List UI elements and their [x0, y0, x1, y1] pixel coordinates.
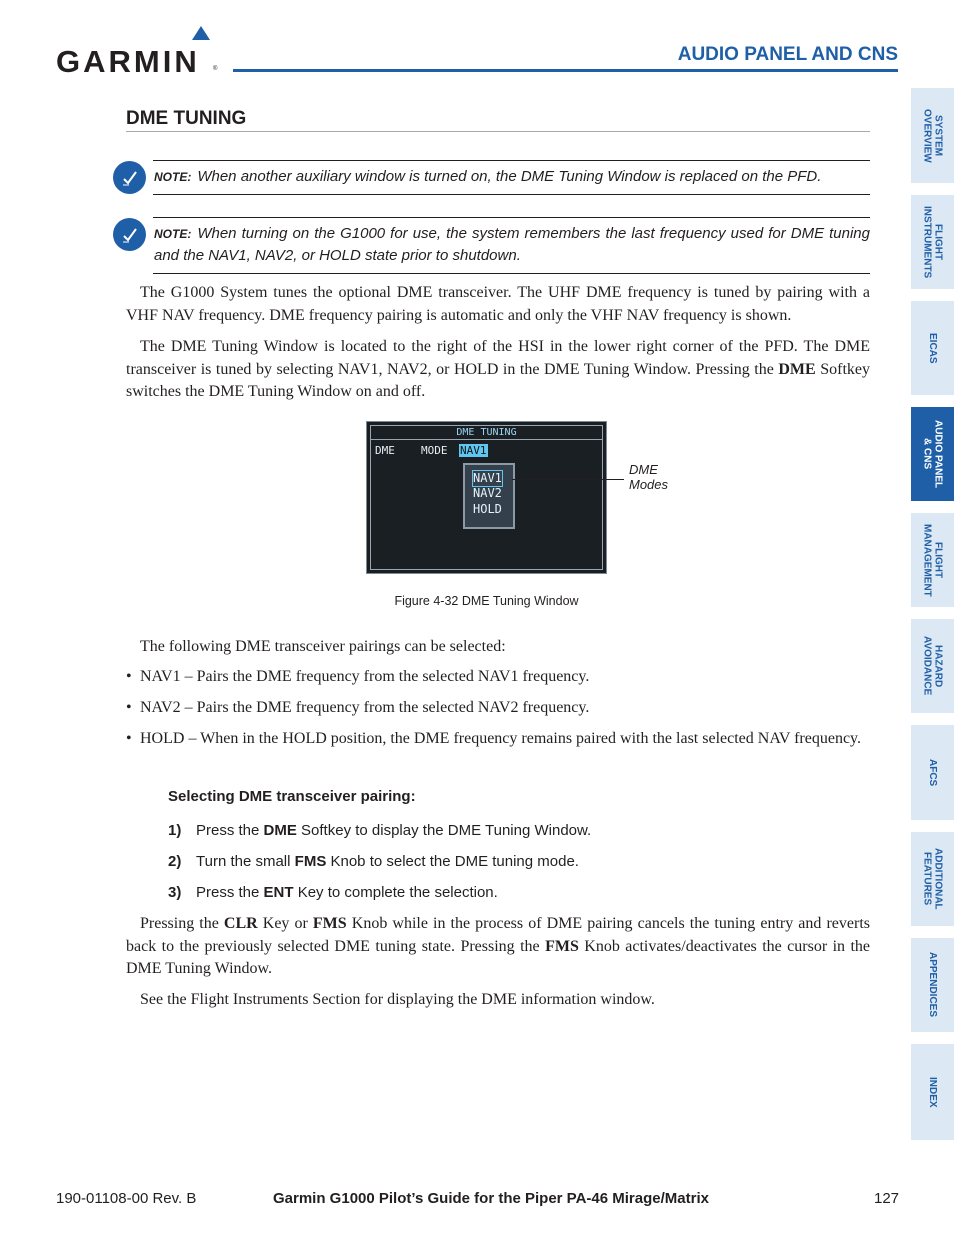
- step-text: [196, 884, 498, 901]
- note-rule-top: [153, 160, 870, 161]
- menu-item: NAV1: [473, 471, 502, 485]
- note-label: NOTE:: [154, 227, 192, 241]
- step-number: 1): [168, 822, 182, 839]
- paragraph-text: Pressing the: [140, 915, 224, 932]
- paragraph-text: Softkey switches the DME Tuning Window on and off.: [126, 360, 870, 400]
- paragraph: [126, 336, 870, 404]
- step-text: [196, 853, 579, 870]
- step-text-b: Key to complete the selection.: [293, 884, 498, 901]
- paragraph: The G1000 System tunes the optional DME transceiver. The UHF DME frequency is tuned by pairing with a VHF NAV frequency. DME frequency pairing is automatic and only the VHF NAV frequency is shown.: [126, 284, 870, 324]
- bullet-dot: •: [126, 730, 132, 747]
- note: [154, 166, 870, 188]
- callout-line-2: Modes: [629, 477, 669, 492]
- step-text-a: Press the: [196, 822, 264, 839]
- note-text: When turning on the G1000 for use, the system remembers the last frequency used for DME tuning and the NAV1, NAV2, or HOLD state prior to shutdown.: [154, 225, 870, 264]
- menu-item: NAV2: [473, 486, 502, 500]
- header-rule: [233, 69, 898, 72]
- window-frame: [370, 425, 603, 570]
- dme-tuning-window-figure: [366, 421, 607, 574]
- registered-mark: ®: [213, 66, 218, 72]
- paragraph: The following DME transceiver pairings can be selected:: [140, 638, 506, 655]
- callout-line: [512, 479, 624, 480]
- side-tab-label: FLIGHT INSTRUMENTS: [921, 205, 944, 279]
- checkmark-icon: [113, 218, 146, 251]
- side-tab-label: SYSTEM OVERVIEW: [921, 108, 944, 163]
- mode-menu: [463, 463, 515, 529]
- note-label: NOTE:: [154, 170, 192, 184]
- mode-value: NAV1: [460, 444, 487, 457]
- menu-item: HOLD: [473, 502, 502, 516]
- procedure-title: Selecting DME transceiver pairing:: [168, 788, 416, 805]
- paragraph: [126, 913, 870, 981]
- note: [154, 223, 870, 267]
- side-tab-hazard-avoidance[interactable]: [911, 619, 954, 713]
- garmin-triangle-icon: [192, 26, 210, 40]
- step-text-b: Knob to select the DME tuning mode.: [326, 853, 579, 870]
- side-tab-appendices[interactable]: [911, 938, 954, 1032]
- note-rule-top: [153, 217, 870, 218]
- figure-caption: Figure 4-32 DME Tuning Window: [394, 594, 579, 608]
- key-name: FMS: [294, 853, 327, 870]
- side-tab-afcs[interactable]: [911, 725, 954, 820]
- field-label: DME: [375, 444, 395, 457]
- section-title: AUDIO PANEL AND CNS: [677, 44, 898, 65]
- step-number: 3): [168, 884, 182, 901]
- side-tab-flight-instruments[interactable]: [911, 195, 954, 289]
- mode-label: MODE: [421, 444, 448, 457]
- bullet-dot: •: [126, 668, 132, 685]
- step-text-a: Turn the small: [196, 853, 295, 870]
- paragraph-text: Key or: [257, 915, 313, 932]
- side-tab-label: APPENDICES: [927, 952, 938, 1018]
- side-tab-flight-management[interactable]: [911, 513, 954, 607]
- heading-rule: [126, 131, 870, 132]
- callout-line-1: DME: [629, 462, 658, 477]
- side-tab-label: INDEX: [927, 1076, 938, 1108]
- garmin-logo: [56, 26, 218, 79]
- side-tab-label: EICAS: [927, 332, 938, 364]
- side-tab-label: AUDIO PANEL & CNS: [921, 419, 944, 489]
- list-item-text: NAV1 – Pairs the DME frequency from the selected NAV1 frequency.: [140, 668, 590, 685]
- side-tab-label: ADDITIONAL FEATURES: [921, 848, 944, 910]
- side-tab-label: HAZARD AVOIDANCE: [921, 636, 944, 696]
- page-number: 127: [874, 1190, 900, 1207]
- paragraph: See the Flight Instruments Section for displaying the DME information window.: [140, 991, 655, 1008]
- paragraph-text: Knob while in the process of DME pairing cancels the tuning entry and reverts back to the previously selected DME tuning state. Pressing the: [126, 915, 870, 955]
- footer-title: Garmin G1000 Pilot’s Guide for the Piper PA-46 Mirage/Matrix: [273, 1190, 709, 1207]
- side-tab-label: FLIGHT MANAGEMENT: [921, 523, 944, 597]
- page-heading: DME TUNING: [126, 108, 247, 129]
- side-tab-index[interactable]: [911, 1044, 954, 1140]
- key-name: DME: [778, 360, 816, 378]
- key-name: FMS: [545, 937, 579, 955]
- paragraph-text: The DME Tuning Window is located to the right of the HSI in the lower right corner of the PFD. The DME transceiver is tuned by selecting NAV1, NAV2, or HOLD in the DME Tuning Window. Pressing the: [126, 338, 870, 378]
- list-item-text: HOLD – When in the HOLD position, the DME frequency remains paired with the last selected NAV frequency.: [140, 730, 861, 747]
- key-name: CLR: [223, 915, 258, 932]
- note-rule-bottom: [153, 194, 870, 195]
- paragraph-text: Knob activates/deactivates the cursor in the DME Tuning Window.: [126, 937, 871, 977]
- checkmark-icon: [113, 161, 146, 194]
- note-text: When another auxiliary window is turned on, the DME Tuning Window is replaced on the PFD.: [197, 168, 822, 185]
- callout-label: [629, 462, 668, 492]
- side-tab-additional-features[interactable]: [911, 832, 954, 926]
- side-tab-eicas[interactable]: [911, 301, 954, 395]
- bullet-dot: •: [126, 699, 132, 716]
- step-number: 2): [168, 853, 182, 870]
- doc-number: 190-01108-00 Rev. B: [56, 1190, 197, 1207]
- side-tab-audio-panel-cns[interactable]: [911, 407, 954, 501]
- window-title: DME TUNING: [371, 426, 602, 440]
- note-rule-bottom: [153, 273, 870, 274]
- key-name: FMS: [312, 915, 347, 932]
- list-item-text: NAV2 – Pairs the DME frequency from the selected NAV2 frequency.: [140, 699, 590, 716]
- side-tab-label: AFCS: [927, 758, 938, 787]
- side-tab-system-overview[interactable]: [911, 88, 954, 183]
- step-text-a: Press the: [196, 884, 264, 901]
- key-name: DME: [263, 822, 297, 839]
- step-text-b: Softkey to display the DME Tuning Window.: [296, 822, 592, 839]
- step-text: [196, 822, 591, 839]
- logo-text: GARMIN: [56, 44, 200, 79]
- key-name: ENT: [263, 884, 294, 901]
